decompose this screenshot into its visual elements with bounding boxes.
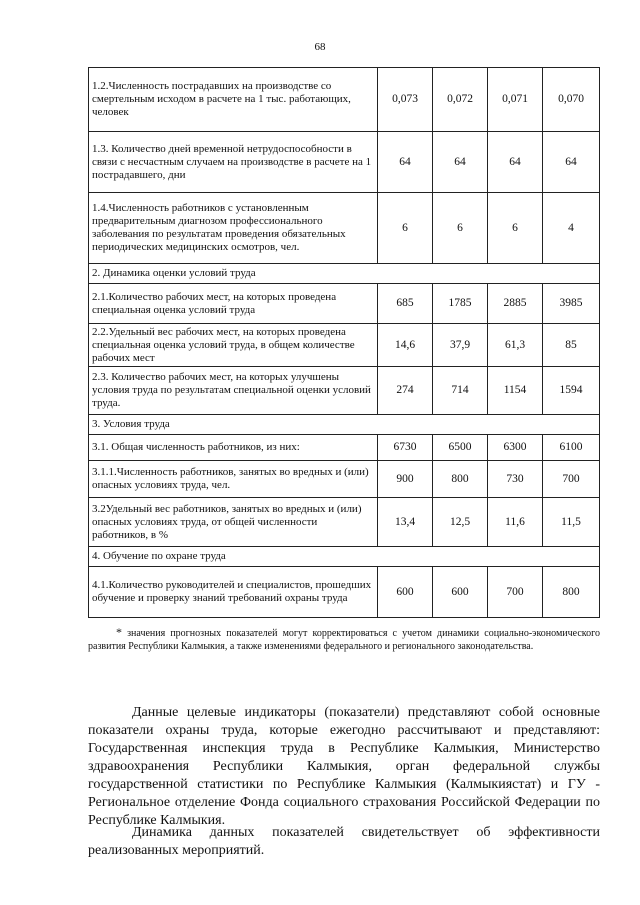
row-value: 600 <box>433 567 488 618</box>
row-value: 6100 <box>543 435 600 461</box>
row-value: 6300 <box>488 435 543 461</box>
row-value: 11,5 <box>543 498 600 547</box>
row-value: 0,073 <box>378 68 433 132</box>
row-value: 13,4 <box>378 498 433 547</box>
row-value: 600 <box>378 567 433 618</box>
section-header-row <box>89 264 600 284</box>
row-value: 85 <box>543 324 600 367</box>
table-row <box>89 193 600 264</box>
row-label: 3.1.1.Численность работников, занятых во вредных и (или) опасных условиях труда, чел. <box>89 461 378 498</box>
row-value: 64 <box>543 132 600 193</box>
table-row <box>89 498 600 547</box>
row-value: 14,6 <box>378 324 433 367</box>
body-paragraph-indicators: Данные целевые индикаторы (показатели) представляют собой основные показатели охраны труда, которые ежегодно рассчитывают и представляют: Государственная инспекция труда в Республике Калмыкия, Министерство здравоохранения Республики Калмыкия, орган федеральной службы государственной статистики по Республике Калмыкия (Калмыкиястат) и ГУ - Региональное отделение Фонда социального страхования Российской Федерации по Республике Калмыкия. <box>88 705 600 828</box>
row-label: 4.1.Количество руководителей и специалистов, прошедших обучение и проверку знаний требований охраны труда <box>89 567 378 618</box>
row-label: 2.3. Количество рабочих мест, на которых улучшены условия труда по результатам специальной оценки условий труда. <box>89 367 378 415</box>
row-value: 6730 <box>378 435 433 461</box>
table-row <box>89 284 600 324</box>
row-value: 6 <box>378 193 433 264</box>
row-value: 685 <box>378 284 433 324</box>
row-value: 64 <box>433 132 488 193</box>
table-row <box>89 435 600 461</box>
page-number: 68 <box>314 41 326 53</box>
row-value: 64 <box>378 132 433 193</box>
row-label: 3.2Удельный вес работников, занятых во вредных и (или) опасных условиях труда, от общей численности работников, в % <box>89 498 378 547</box>
row-label: 1.4.Численность работников с установленным предварительным диагнозом профессионального заболевания по результатам проведения обязательных периодических медицинских осмотров, чел. <box>89 193 378 264</box>
row-value: 0,070 <box>543 68 600 132</box>
row-value: 730 <box>488 461 543 498</box>
row-value: 6500 <box>433 435 488 461</box>
section-header-row <box>89 547 600 567</box>
row-label: 1.3. Количество дней временной нетрудоспособности в связи с несчастным случаем на производстве в расчете на 1 пострадавшего, дни <box>89 132 378 193</box>
footnote <box>88 626 600 653</box>
row-label: 2.2.Удельный вес рабочих мест, на которых проведена специальная оценка условий труда, в общем количестве рабочих мест <box>89 324 378 367</box>
footnote-asterisk: * <box>116 625 122 639</box>
row-value: 2885 <box>488 284 543 324</box>
row-value: 6 <box>488 193 543 264</box>
row-label: 1.2.Численность пострадавших на производстве со смертельным исходом в расчете на 1 тыс. работающих, человек <box>89 68 378 132</box>
row-value: 0,071 <box>488 68 543 132</box>
row-value: 800 <box>433 461 488 498</box>
row-value: 37,9 <box>433 324 488 367</box>
row-value: 274 <box>378 367 433 415</box>
table-row <box>89 132 600 193</box>
indicators-table <box>88 67 600 618</box>
row-value: 800 <box>543 567 600 618</box>
row-value: 900 <box>378 461 433 498</box>
row-value: 714 <box>433 367 488 415</box>
row-value: 12,5 <box>433 498 488 547</box>
section-header: 4. Обучение по охране труда <box>89 547 600 567</box>
row-value: 64 <box>488 132 543 193</box>
row-value: 0,072 <box>433 68 488 132</box>
row-label: 3.1. Общая численность работников, из них: <box>89 435 378 461</box>
table-row <box>89 68 600 132</box>
section-header-row <box>89 415 600 435</box>
table-row <box>89 461 600 498</box>
table-row <box>89 324 600 367</box>
row-value: 4 <box>543 193 600 264</box>
row-value: 11,6 <box>488 498 543 547</box>
row-value: 61,3 <box>488 324 543 367</box>
row-value: 6 <box>433 193 488 264</box>
table-row <box>89 367 600 415</box>
row-value: 700 <box>543 461 600 498</box>
row-label: 2.1.Количество рабочих мест, на которых проведена специальная оценка условий труда <box>89 284 378 324</box>
row-value: 3985 <box>543 284 600 324</box>
row-value: 1594 <box>543 367 600 415</box>
row-value: 1154 <box>488 367 543 415</box>
section-header: 2. Динамика оценки условий труда <box>89 264 600 284</box>
section-header: 3. Условия труда <box>89 415 600 435</box>
table-row <box>89 567 600 618</box>
footnote-text: значения прогнозных показателей могут корректироваться с учетом динамики социально-экономического развития Республики Калмыкия, а также изменениями федерального и регионального законодательства. <box>88 628 600 652</box>
body-paragraph-dynamics: Динамика данных показателей свидетельствует об эффективности реализованных мероприятий. <box>88 825 600 858</box>
row-value: 1785 <box>433 284 488 324</box>
row-value: 700 <box>488 567 543 618</box>
